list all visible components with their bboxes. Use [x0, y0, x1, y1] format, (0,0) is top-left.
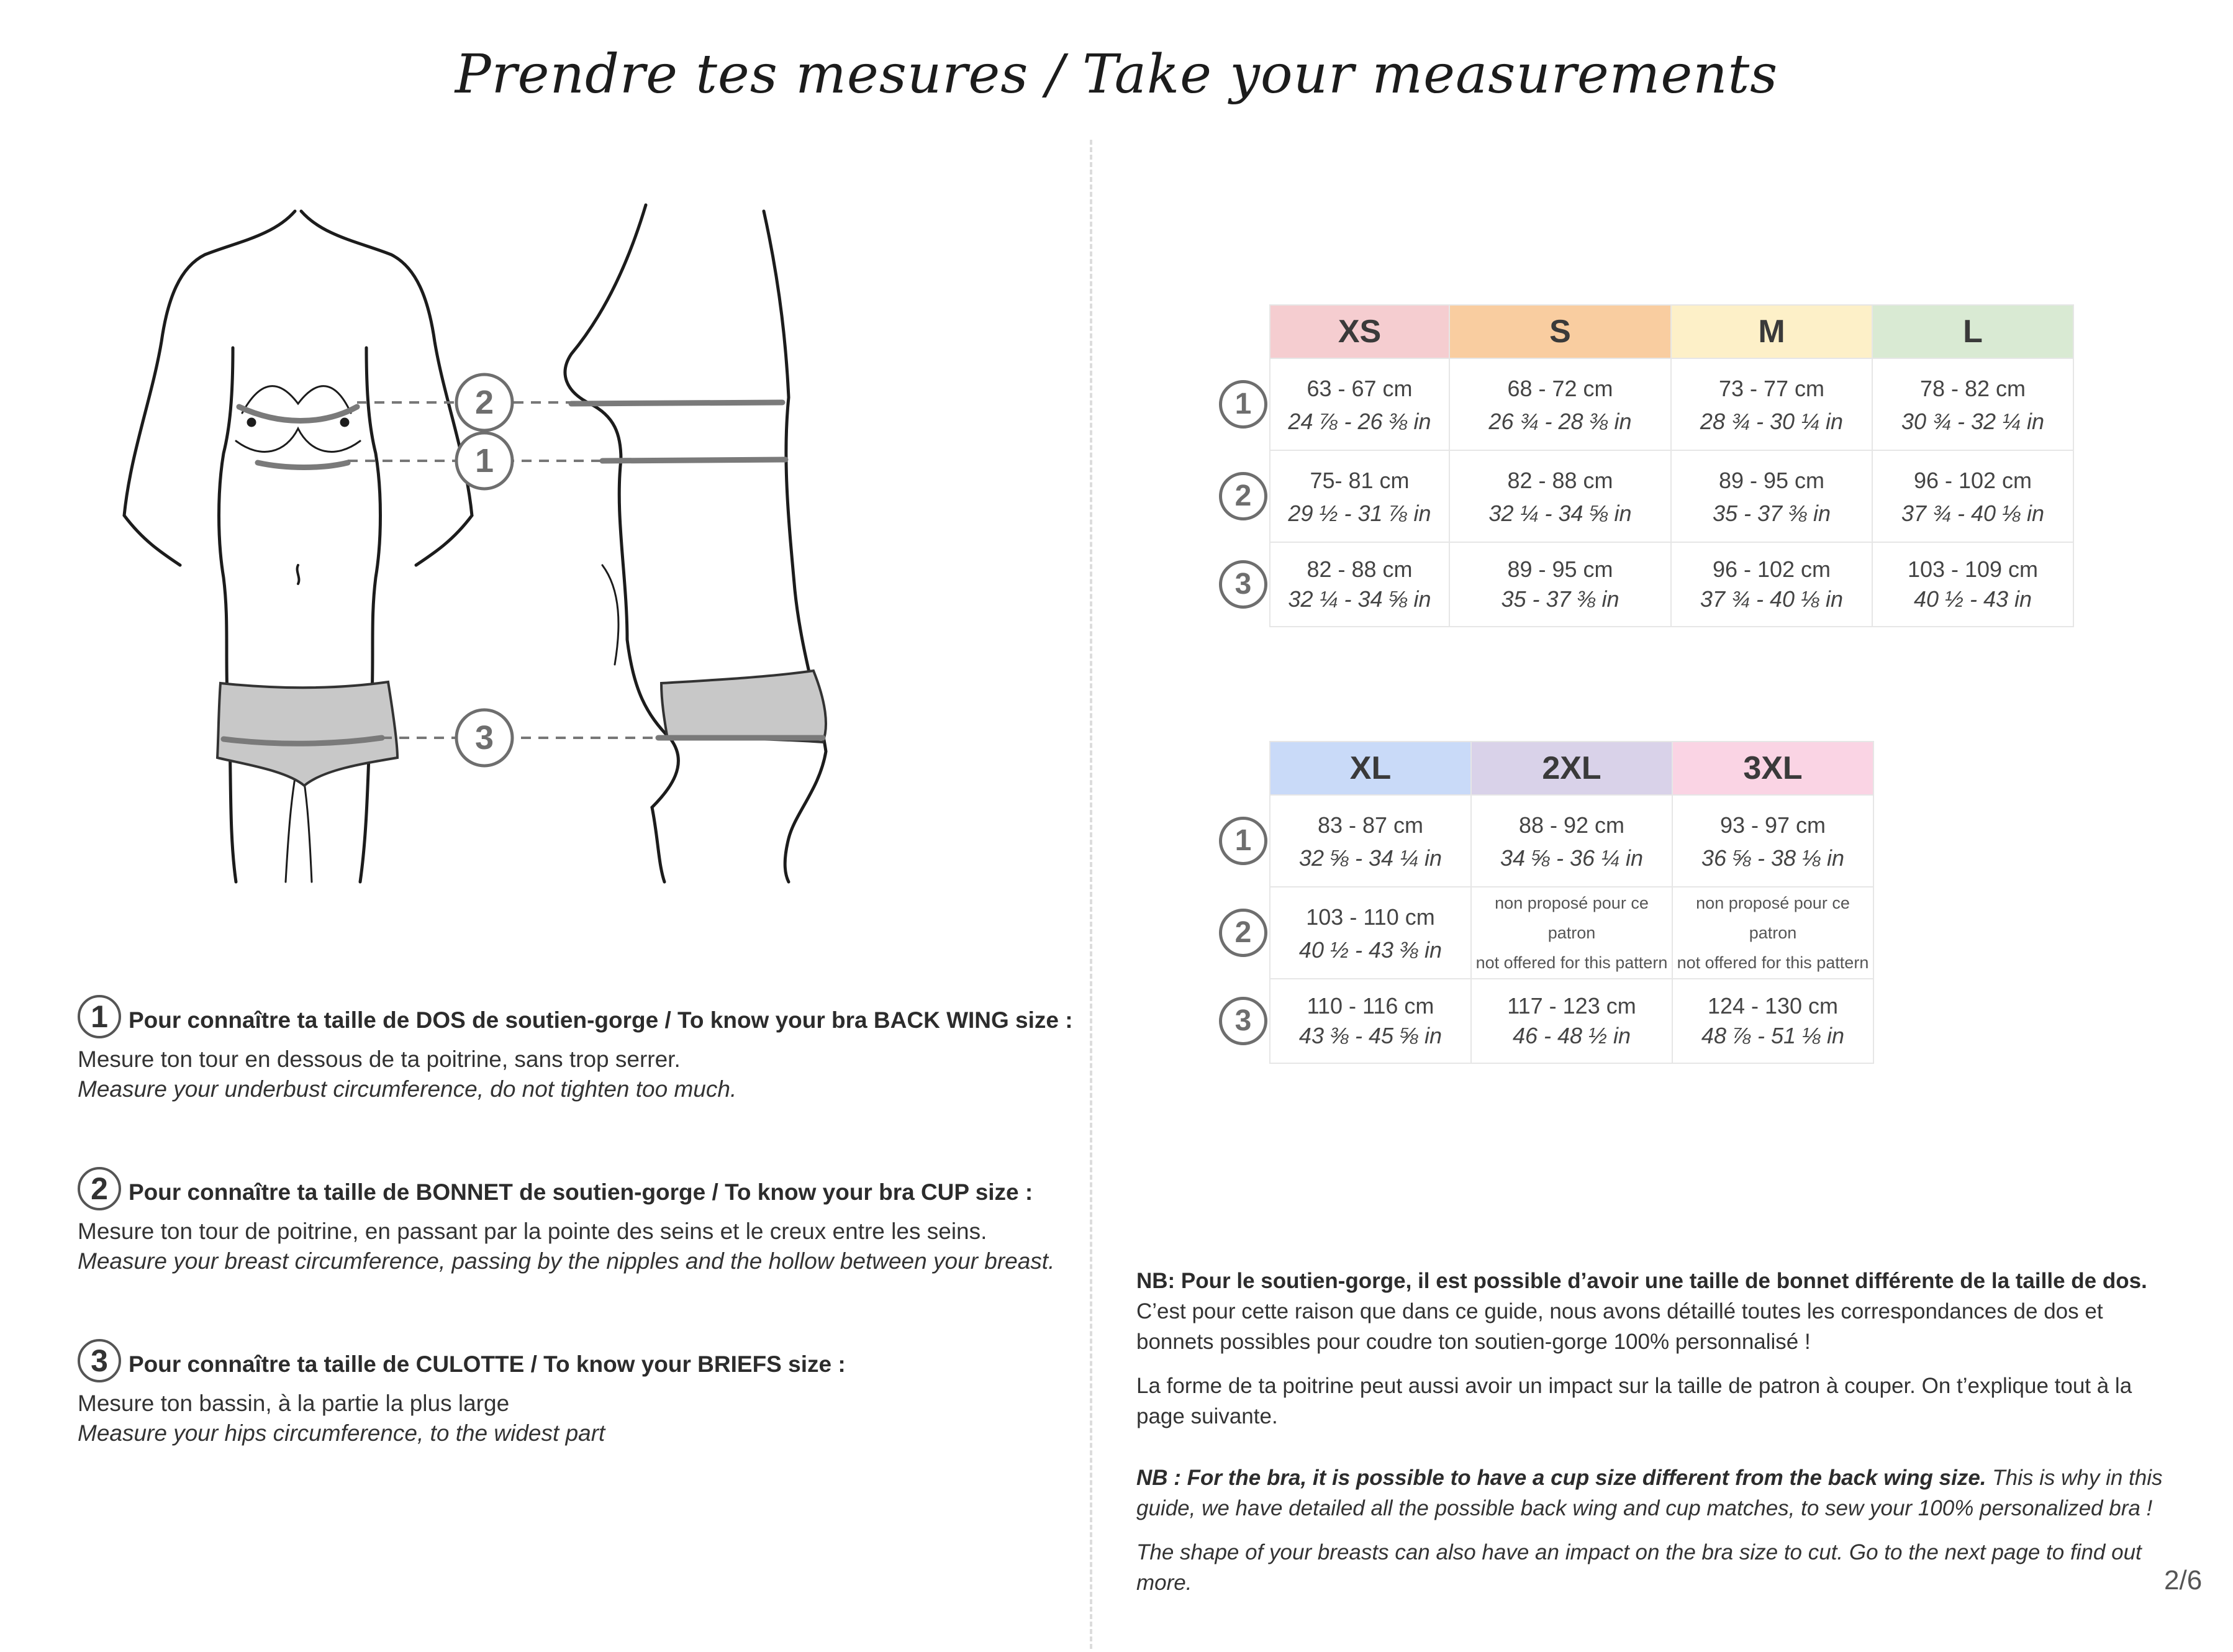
- not-offered-cell: non proposé pour ce patron not offered for this pattern: [1471, 887, 1672, 979]
- svg-text:1: 1: [474, 442, 494, 479]
- size-header-xl: XL: [1270, 742, 1471, 795]
- instruction-fr: Mesure ton tour de poitrine, en passant par la pointe des seins et le creux entre les seins.: [78, 1219, 987, 1244]
- front-briefs: [217, 682, 397, 786]
- note-french: [1136, 1266, 2180, 1445]
- note-en-para2: The shape of your breasts can also have an impact on the bra size to cut. Go to the next page to find out more.: [1136, 1540, 2142, 1595]
- size-header-3xl: 3XL: [1672, 742, 1873, 795]
- size-header-xs: XS: [1270, 305, 1449, 358]
- instruction-en: Measure your breast circumference, passing by the nipples and the hollow between your breast.: [78, 1248, 1055, 1274]
- size-header-2xl: 2XL: [1471, 742, 1672, 795]
- size-cell: 124 - 130 cm 48 ⅞ - 51 ⅛ in: [1672, 979, 1873, 1063]
- size-cell: 75- 81 cm 29 ½ - 31 ⅞ in: [1270, 450, 1449, 542]
- instruction-3: [78, 1344, 1059, 1448]
- instruction-en: Measure your hips circumference, to the widest part: [78, 1420, 605, 1446]
- size-cell: 83 - 87 cm 32 ⅝ - 34 ¼ in: [1270, 795, 1471, 887]
- instruction-en: Measure your underbust circumference, do not tighten too much.: [78, 1076, 737, 1102]
- front-body-outline: [124, 211, 295, 565]
- page-title: Prendre tes mesures / Take your measurements: [455, 43, 1778, 106]
- size-cell: 117 - 123 cm 46 - 48 ½ in: [1471, 979, 1672, 1063]
- size-cell: 93 - 97 cm 36 ⅝ - 38 ⅛ in: [1672, 795, 1873, 887]
- instruction-heading: 2 Pour connaître ta taille de BONNET de soutien-gorge / To know your bra CUP size :: [78, 1172, 1059, 1215]
- note-english: [1136, 1463, 2180, 1612]
- marker-3: [456, 710, 512, 766]
- size-header-s: S: [1449, 305, 1671, 358]
- size-cell: 110 - 116 cm 43 ⅜ - 45 ⅝ in: [1270, 979, 1471, 1063]
- instruction-fr: Mesure ton tour en dessous de ta poitrine, sans trop serrer.: [78, 1046, 681, 1072]
- size-cell: 68 - 72 cm 26 ¾ - 28 ⅜ in: [1449, 358, 1671, 450]
- size-cell: 103 - 110 cm 40 ½ - 43 ⅜ in: [1270, 887, 1471, 979]
- size-cell: 82 - 88 cm 32 ¼ - 34 ⅝ in: [1449, 450, 1671, 542]
- size-cell: 89 - 95 cm 35 - 37 ⅜ in: [1671, 450, 1872, 542]
- note-fr-para1: NB: Pour le soutien-gorge, il est possible d’avoir une taille de bonnet différente de la taille de dos. C’est pour cette raison que dans ce guide, nous avons détaillé toutes les correspondances de dos et bonnets possibles pour coudre ton soutien-gorge 100% personnalisé !: [1136, 1269, 2147, 1354]
- size-cell: 63 - 67 cm 24 ⅞ - 26 ⅜ in: [1270, 358, 1449, 450]
- note-en-para1: NB : For the bra, it is possible to have a cup size different from the back wing size. This is why in this guide, we have detailed all the possible back wing and cup matches, to sew your 100% personalized bra !: [1136, 1466, 2163, 1520]
- step-number: 2: [78, 1167, 121, 1210]
- instruction-2: [78, 1172, 1059, 1276]
- underbust-band-front: [258, 463, 348, 468]
- size-table-xl-3xl: [1217, 741, 1874, 1064]
- size-cell: 82 - 88 cm 32 ¼ - 34 ⅝ in: [1270, 542, 1449, 627]
- size-cell: 73 - 77 cm 28 ¾ - 30 ¼ in: [1671, 358, 1872, 450]
- breast-band-side: [571, 402, 782, 404]
- step-number: 3: [78, 1339, 121, 1382]
- underbust-band-side: [602, 460, 786, 461]
- row-number: 3: [1219, 560, 1267, 609]
- size-cell: 88 - 92 cm 34 ⅝ - 36 ¼ in: [1471, 795, 1672, 887]
- instruction-1: [78, 999, 1073, 1104]
- side-body-outline: [565, 205, 678, 882]
- step-number: 1: [78, 995, 121, 1038]
- size-cell: 103 - 109 cm 40 ½ - 43 in: [1872, 542, 2073, 627]
- size-header-m: M: [1671, 305, 1872, 358]
- center-divider: [1090, 140, 1092, 1649]
- marker-1: [456, 433, 512, 489]
- svg-text:3: 3: [474, 719, 494, 756]
- size-cell: 89 - 95 cm 35 - 37 ⅜ in: [1449, 542, 1671, 627]
- breast-band-front: [239, 407, 357, 421]
- row-number: 2: [1219, 472, 1267, 520]
- marker-2: [456, 374, 512, 430]
- not-offered-cell: non proposé pour ce patron not offered for this pattern: [1672, 887, 1873, 979]
- note-fr-para2: La forme de ta poitrine peut aussi avoir un impact sur la taille de patron à couper. On t’explique tout à la page suivante.: [1136, 1374, 2132, 1428]
- row-number: 1: [1219, 380, 1267, 429]
- size-header-l: L: [1872, 305, 2073, 358]
- instruction-heading: 1 Pour connaître ta taille de DOS de soutien-gorge / To know your bra BACK WING size :: [78, 1000, 1059, 1043]
- body-measurement-illustration: [75, 193, 994, 901]
- side-briefs: [661, 671, 826, 742]
- instruction-heading: 3 Pour connaître ta taille de CULOTTE / To know your BRIEFS size :: [78, 1344, 1059, 1387]
- size-cell: 78 - 82 cm 30 ¾ - 32 ¼ in: [1872, 358, 2073, 450]
- svg-text:2: 2: [474, 384, 494, 421]
- size-table-xs-l: [1217, 304, 2074, 627]
- row-number: 3: [1219, 997, 1267, 1045]
- page-number: 2/6: [2164, 1565, 2203, 1595]
- instruction-fr: Mesure ton bassin, à la partie la plus large: [78, 1391, 510, 1416]
- row-number: 1: [1219, 817, 1267, 865]
- size-cell: 96 - 102 cm 37 ¾ - 40 ⅛ in: [1671, 542, 1872, 627]
- row-number: 2: [1219, 909, 1267, 957]
- size-cell: 96 - 102 cm 37 ¾ - 40 ⅛ in: [1872, 450, 2073, 542]
